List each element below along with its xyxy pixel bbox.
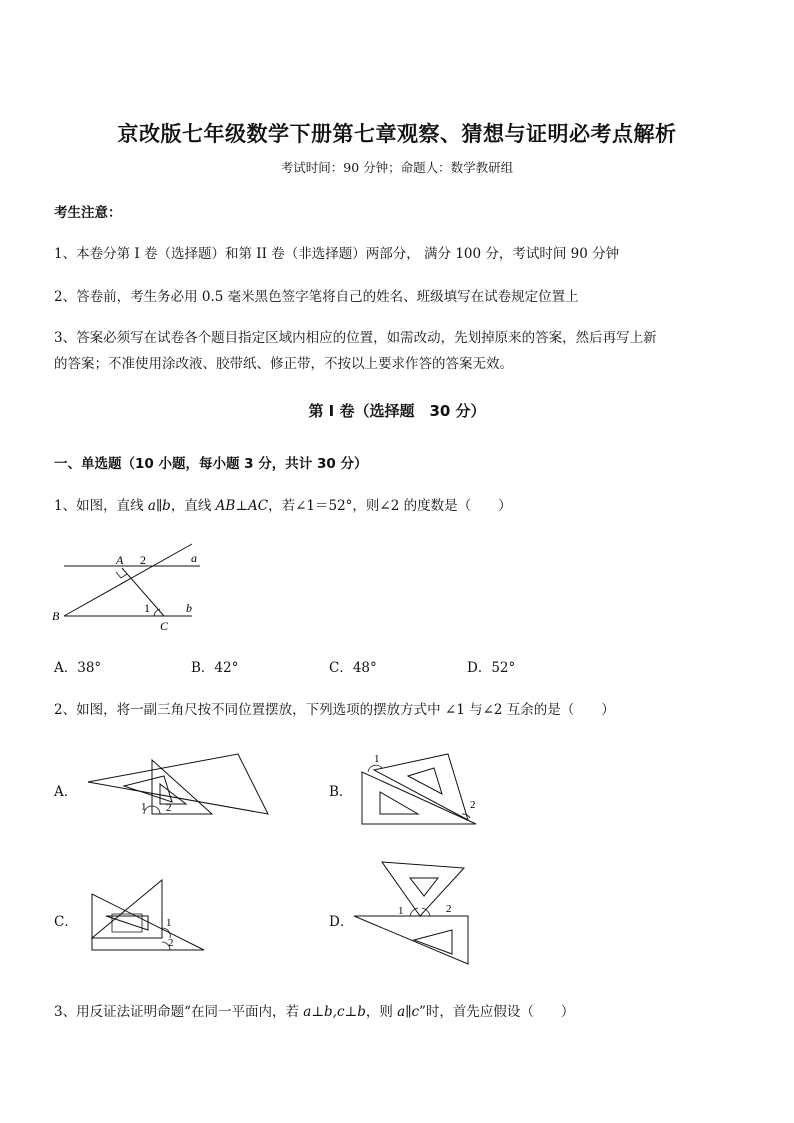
notice-item-1: 1、本卷分第 I 卷（选择题）和第 II 卷（非选择题）两部分， 满分 100 分，考试时间 90 分钟 (54, 246, 620, 262)
page-title: 京改版七年级数学下册第七章观察、猜想与证明必考点解析 (117, 122, 677, 146)
line-label-a: a (191, 551, 197, 565)
q2-option-c-figure[interactable] (88, 876, 210, 954)
notice-item-2: 2、答卷前，考生务必用 0.5 毫米黑色签字笔将自己的姓名、班级填写在试卷规定位置上 (54, 289, 579, 305)
notice-heading: 考生注意： (54, 205, 122, 221)
q1-option-d[interactable]: D．52° (467, 660, 516, 676)
notice-item-3: 3、答案必须写在试卷各个题目指定区域内相应的位置，如需改动，先划掉原来的答案，然后再写上新 (54, 330, 657, 346)
exam-subtitle: 考试时间：90 分钟；命题人：数学教研组 (280, 160, 514, 175)
q2-option-d-label[interactable]: D． (329, 914, 354, 930)
q1-option-b[interactable]: B．42° (191, 660, 239, 676)
angle-label-2: 2 (168, 937, 174, 949)
question-3-stem: 3、用反证法证明命题“在同一平面内，若 a⊥b,c⊥b，则 a∥c”时，首先应假设（ ） (54, 1004, 575, 1020)
q1-option-c[interactable]: C．48° (329, 660, 377, 676)
q2-option-a-figure[interactable] (86, 752, 272, 822)
q2-option-b-figure[interactable] (360, 748, 480, 828)
angle-label-2: 2 (470, 799, 476, 811)
angle-label-1: 1 (166, 917, 172, 929)
section-title: 第 I 卷（选择题 30 分） (308, 402, 486, 420)
part-heading: 一、单选题（10 小题，每小题 3 分，共计 30 分） (54, 456, 368, 472)
figure-label-A: A (116, 553, 124, 567)
q1-option-a[interactable]: A．38° (54, 660, 102, 676)
question-1-stem: 1、如图，直线 a∥b，直线 AB⊥AC，若∠1＝52°，则∠2 的度数是（ ） (54, 498, 512, 514)
angle-label-2: 2 (140, 553, 146, 567)
figure-label-C: C (160, 619, 169, 633)
q2-option-c-label[interactable]: C． (54, 914, 78, 930)
angle-label-1: 1 (398, 905, 404, 917)
notice-item-3-cont: 的答案；不准使用涂改液、胶带纸、修正带，不按以上要求作答的答案无效。 (54, 356, 513, 372)
figure-label-B: B (52, 609, 60, 623)
question-1-figure (50, 540, 210, 635)
q2-option-a-label[interactable]: A． (54, 784, 78, 800)
angle-label-1: 1 (374, 753, 380, 765)
angle-label-2: 2 (166, 802, 172, 814)
angle-label-1: 1 (144, 601, 150, 615)
angle-label-1: 1 (141, 801, 147, 813)
q2-option-d-figure[interactable] (352, 854, 474, 966)
question-2-stem: 2、如图，将一副三角尺按不同位置摆放，下列选项的摆放方式中 ∠1 与∠2 互余的是（ ） (54, 702, 615, 718)
q2-option-b-label[interactable]: B． (329, 784, 353, 800)
line-label-b: b (186, 601, 192, 615)
angle-label-2: 2 (446, 903, 452, 915)
